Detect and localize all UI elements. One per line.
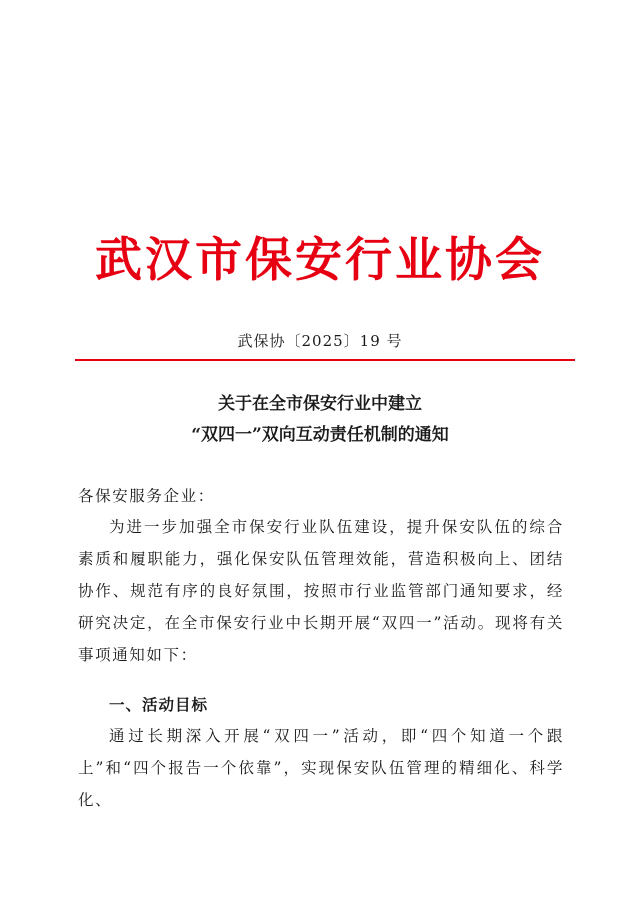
document-number: 武保协〔2025〕19 号 [237,332,403,350]
notice-title [0,389,640,451]
organization-title: 武汉市保安行业协会 [95,233,545,288]
notice-title-line1: 关于在全市保安行业中建立 [218,394,422,414]
salutation: 各保安服务企业： [78,487,215,505]
red-divider [75,359,575,361]
body-paragraph-1: 为进一步加强全市保安行业队伍建设，提升保安队伍的综合素质和履职能力，强化保安队伍管理效能，营造积极向上、团结协作、规范有序的良好氛围，按照市行业监管部门通知要求，经研究决定，在全市保安行业中长期开展“双四一”活动。现将有关事项通知如下： [78,518,564,664]
section-heading-objectives: 一、活动目标 [109,696,209,714]
body-paragraph-2: 通过长期深入开展“双四一”活动，即“四个知道一个跟上”和“四个报告一个依靠”，实现保安队伍管理的精细化、科学化、 [78,727,564,809]
notice-title-line2: “双四一”双向互动责任机制的通知 [191,425,449,445]
